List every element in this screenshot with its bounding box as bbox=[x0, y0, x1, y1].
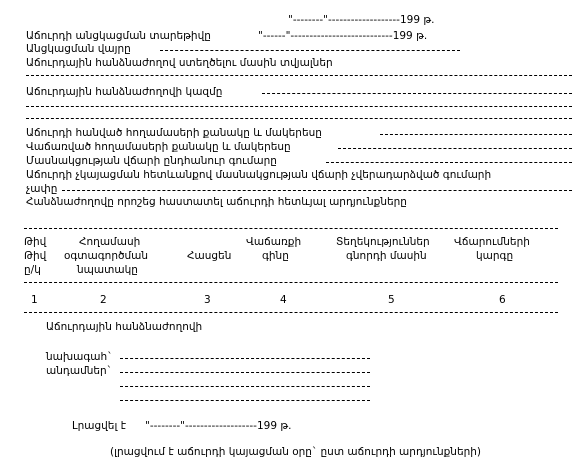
commission-members-line bbox=[262, 93, 572, 94]
commission-members-label: Աճուրդային հանձնաժողովի կազմը bbox=[26, 86, 223, 98]
col-payment-header-1: Վճարումների bbox=[454, 236, 530, 248]
unreturned-fee-line bbox=[62, 190, 572, 191]
member-signature-line bbox=[120, 400, 370, 401]
col-payment-index: 6 bbox=[499, 294, 506, 306]
col-buyer-index: 5 bbox=[388, 294, 395, 306]
col-purpose-header-1: Հողամասի bbox=[79, 236, 141, 248]
lots-count-label: Աճուրդի հանված հողամասերի քանակը և մակերեսը bbox=[26, 127, 322, 139]
confirmation-text: Հանձնաժողովը որոշեց հաստատել աճուրդի հետևյալ արդյունքները bbox=[26, 196, 407, 208]
auction-date-label: Աճուրդի անցկացման տարեթիվը bbox=[26, 30, 211, 42]
sold-count-line bbox=[338, 148, 572, 149]
sold-count-label: Վաճառված հողամասերի քանակը և մակերեսը bbox=[26, 141, 291, 153]
col-price-index: 4 bbox=[280, 294, 287, 306]
col-number-header-2: Թիվ bbox=[24, 250, 47, 262]
chairman-signature-line bbox=[120, 358, 370, 359]
completed-date: "--------"-------------------199 թ. bbox=[145, 420, 292, 432]
col-buyer-header-1: Տեղեկություններ bbox=[336, 236, 430, 248]
completed-label: Լրացվել է bbox=[72, 420, 127, 432]
commission-info-label: Աճուրդային հանձնաժողով ստեղծելու մասին տվյալներ bbox=[26, 57, 333, 69]
lots-count-line bbox=[380, 134, 572, 135]
col-number-index: 1 bbox=[31, 294, 38, 306]
col-purpose-header-3: նպատակը bbox=[77, 264, 138, 276]
divider-line bbox=[26, 118, 572, 119]
unreturned-fee-label-cont: չափը bbox=[26, 183, 58, 195]
table-bottom-line bbox=[24, 312, 558, 313]
col-buyer-header-2: գնորդի մասին bbox=[346, 250, 427, 262]
col-purpose-header-2: օգտագործման bbox=[64, 250, 149, 262]
col-price-header-1: Վաճառքի bbox=[246, 236, 302, 248]
member-signature-line bbox=[120, 386, 370, 387]
col-address-header: Հասցեն bbox=[187, 250, 232, 262]
participation-fee-label: Մասնակցության վճարի ընդհանուր գումարը bbox=[26, 155, 277, 167]
participation-fee-line bbox=[326, 162, 572, 163]
divider-line bbox=[26, 75, 572, 76]
chairman-label: նախագահ` bbox=[46, 351, 113, 363]
auction-date-value: "------"---------------------------199 թ. bbox=[258, 30, 428, 42]
auction-place-label: Անցկացման վայրը bbox=[26, 43, 131, 55]
col-address-index: 3 bbox=[204, 294, 211, 306]
completion-note: (լրացվում է աճուրդի կայացման օրը` ըստ աճուրդի արդյունքների) bbox=[110, 446, 482, 458]
col-number-header-1: Թիվ bbox=[24, 236, 47, 248]
commission-signature-label: Աճուրդային հանձնաժողովի bbox=[46, 321, 203, 333]
col-purpose-index: 2 bbox=[100, 294, 107, 306]
table-header-line bbox=[24, 282, 558, 283]
col-payment-header-2: կարգը bbox=[476, 250, 514, 262]
date-top: "--------"-------------------199 թ. bbox=[288, 14, 435, 26]
col-price-header-2: գինը bbox=[262, 250, 289, 262]
col-number-header-3: ը/կ bbox=[24, 264, 41, 276]
table-top-line bbox=[24, 228, 558, 229]
member-signature-line bbox=[120, 372, 370, 373]
members-label: անդամներ` bbox=[46, 365, 112, 377]
divider-line bbox=[26, 106, 572, 107]
unreturned-fee-label: Աճուրդի չկայացման հետևանքով մասնակցության վճարի չվերադարձված գումարի bbox=[26, 169, 492, 181]
auction-place-line bbox=[160, 50, 460, 51]
